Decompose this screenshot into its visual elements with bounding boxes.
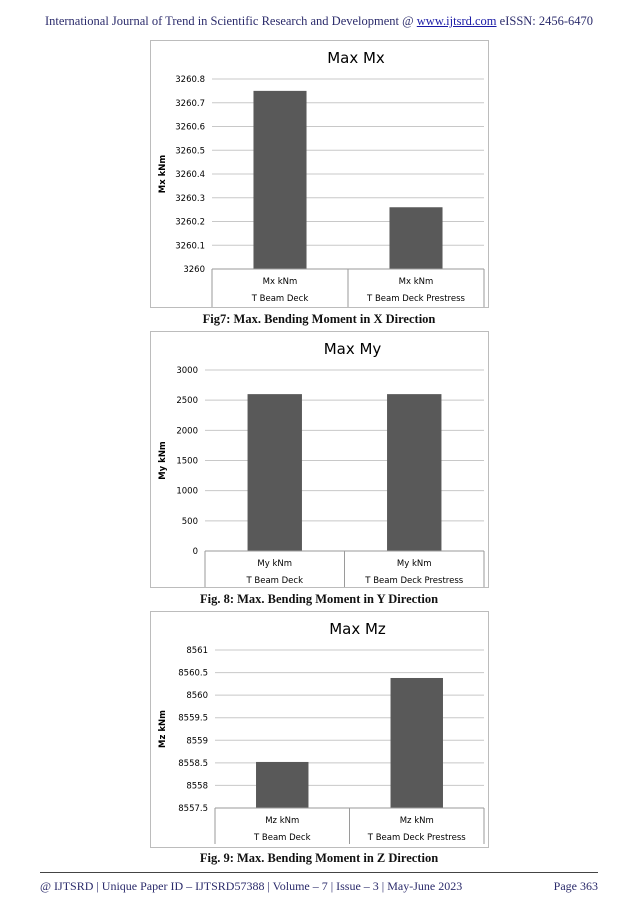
bar — [256, 762, 308, 808]
bar — [387, 394, 441, 551]
footer-divider — [40, 872, 598, 873]
figure-caption-7: Fig7: Max. Bending Moment in X Direction — [202, 312, 436, 326]
y-tick-label: 1500 — [176, 456, 198, 467]
chart-max-mx — [150, 40, 489, 308]
y-tick-label: 8560 — [186, 691, 208, 702]
page-number: Page 363 — [553, 879, 598, 893]
bar — [253, 91, 306, 269]
y-axis-label: My kNm — [158, 441, 168, 480]
x-group-label: T Beam Deck Prestress — [365, 576, 464, 586]
chart-max-mz — [150, 611, 489, 848]
chart-max-my — [150, 331, 489, 588]
x-category-label: Mx kNm — [262, 277, 298, 287]
chart-title: Max Mx — [327, 49, 385, 67]
y-tick-label: 8558 — [186, 781, 208, 792]
figure-caption-8: Fig. 8: Max. Bending Moment in Y Direction — [199, 592, 439, 606]
y-tick-label: 8560.5 — [178, 668, 208, 679]
x-group-label: T Beam Deck — [251, 294, 309, 304]
y-tick-label: 0 — [192, 547, 198, 557]
y-tick-label: 3260.5 — [175, 146, 205, 157]
y-tick-label: 500 — [181, 516, 198, 527]
y-tick-label: 3260 — [183, 265, 205, 275]
x-category-label: Mz kNm — [399, 816, 434, 826]
chart-max-mz-svg — [151, 612, 488, 847]
page-footer — [40, 879, 598, 894]
y-tick-label: 3260.6 — [175, 122, 205, 133]
journal-header — [0, 14, 638, 29]
bar — [248, 394, 302, 551]
y-tick-label: 8559 — [186, 736, 208, 747]
journal-url-link[interactable]: www.ijtsrd.com — [416, 14, 497, 28]
chart-title: Max Mz — [329, 620, 386, 638]
x-category-label: My kNm — [257, 559, 293, 569]
y-tick-label: 3260.3 — [175, 193, 205, 204]
y-axis-label: Mx kNm — [158, 154, 168, 194]
y-axis-label: Mz kNm — [158, 710, 168, 748]
y-tick-label: 3260.1 — [175, 241, 205, 252]
y-tick-label: 3260.4 — [175, 170, 205, 180]
x-group-label: T Beam Deck Prestress — [367, 833, 466, 843]
x-group-label: T Beam Deck — [246, 576, 304, 586]
y-tick-label: 3000 — [176, 366, 198, 376]
journal-name: International Journal of Trend in Scientific Research and Development @ — [44, 14, 417, 28]
x-category-label: Mz kNm — [265, 816, 300, 826]
y-tick-label: 1000 — [176, 486, 198, 497]
x-group-label: T Beam Deck Prestress — [367, 294, 465, 304]
y-tick-label: 8561 — [186, 646, 208, 656]
bar — [391, 678, 443, 808]
journal-issn: eISSN: 2456-6470 — [496, 14, 594, 28]
figure-caption-9: Fig. 9: Max. Bending Moment in Z Direction — [199, 851, 439, 865]
y-tick-label: 3260.2 — [175, 217, 205, 228]
y-tick-label: 8557.5 — [178, 804, 208, 814]
y-tick-label: 2000 — [176, 426, 198, 437]
chart-max-mx-svg — [151, 41, 488, 307]
bar — [389, 207, 442, 269]
y-tick-label: 2500 — [176, 396, 198, 407]
footer-paper-info: @ IJTSRD | Unique Paper ID – IJTSRD57388 | Volume – 7 | Issue – 3 | May-June 2023 — [40, 879, 463, 893]
y-tick-label: 3260.8 — [175, 75, 205, 85]
x-category-label: Mx kNm — [398, 277, 434, 287]
chart-max-my-svg — [151, 332, 488, 587]
chart-title: Max My — [323, 340, 382, 358]
x-category-label: My kNm — [396, 559, 432, 569]
y-tick-label: 3260.7 — [175, 98, 205, 109]
y-tick-label: 8559.5 — [178, 713, 208, 724]
y-tick-label: 8558.5 — [178, 758, 208, 769]
x-group-label: T Beam Deck — [253, 833, 311, 843]
